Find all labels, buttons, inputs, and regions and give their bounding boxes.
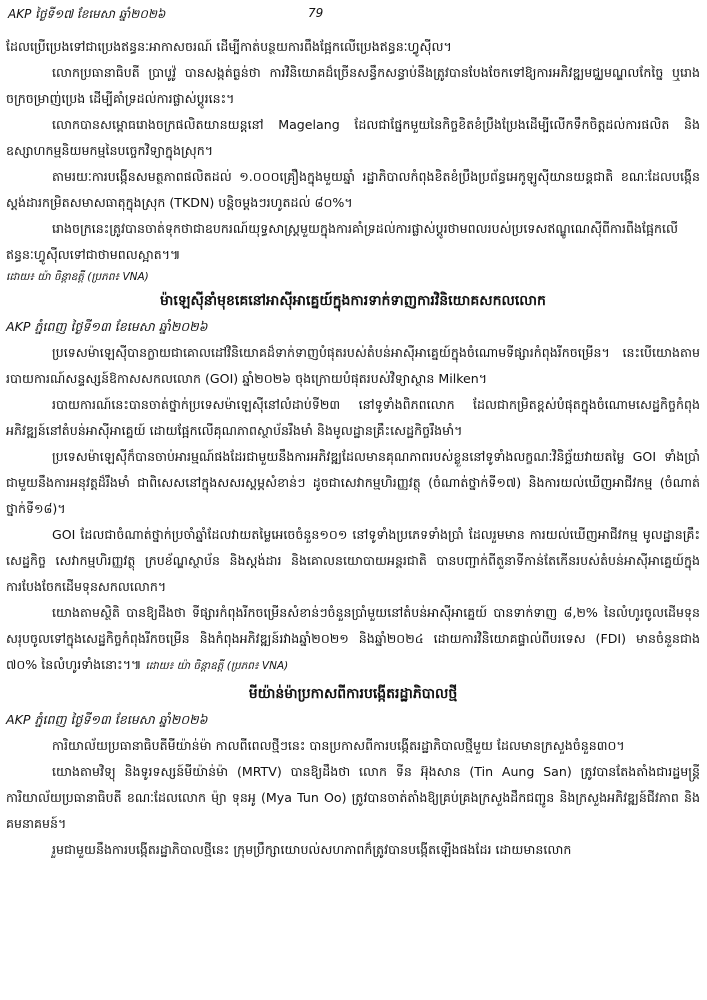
- paragraph: ប្រទេសម៉ាឡេស៊ីក៏បានចាប់អារម្មណ៍ផងដែរជាមួយនឹងការអភិវឌ្ឍដែលមានគុណភាពរបស់ខ្លួននៅទូទាំងលក្ខណៈវិនិច្ឆ័យវាយតម្លៃ GOI ទាំងប្រាំ ជាមួយនឹងការអនុវត្តដ៏រឹងមាំ ជាពិសេសនៅក្នុងសសរស្តម្ភសំខាន់ៗ ដូចជាសេវាកម្មហិរញ្ញវត្ថុ (ចំណាត់ថ្នាក់ទី១៧) និងការយល់ឃើញអាជីវកម្ម (ចំណាត់ថ្នាក់ទី១៨)។: [6, 449, 700, 516]
- article-continued: [6, 34, 700, 286]
- page-body: [6, 34, 700, 863]
- article-title: មីយ៉ាន់ម៉ាប្រកាសពីការបង្កើតរដ្ឋាភិបាលថ្មី: [248, 686, 458, 702]
- paragraph: លោកប្រធានាធិបតី ប្រាបូវ៉ូ បានសង្កត់ធ្ងន់ថា ការវិនិយោគដ៏ច្រើនសន្ធឹកសន្ធាប់នឹងត្រូវបានបែងចែកទៅឱ្យការអភិវឌ្ឍមជ្ឈមណ្ឌលកែច្នៃ ឬរោងចក្រចម្រាញ់ប្រេង ដើម្បីគាំទ្រដល់ការផ្លាស់ប្តូរនេះ។: [6, 65, 700, 106]
- paragraph: តាមរយៈការបង្កើនសមត្ថភាពផលិតដល់ ១.០០០គ្រឿងក្នុងមួយឆ្នាំ រដ្ឋាភិបាលកំពុងខិតខំប្រឹងប្រព័ន្ធអេកូឡូស៊ីយានយន្តជាតិ ខណៈដែលបង្កើនស្តង់ដារកម្រិតសមាសធាតុក្នុងស្រុក (TKDN) បន្តិចម្តងៗរហូតដល់ ៨០%។: [6, 169, 700, 210]
- paragraph-with-source: [6, 600, 700, 679]
- paragraph: GOI ដែលជាចំណាត់ថ្នាក់ប្រចាំឆ្នាំដែលវាយតម្លៃអេចេចំនួន១០១ នៅទូទាំងប្រភេទទាំងប្រាំ ដែលរួមមាន ការយល់ឃើញអាជីវកម្ម មូលដ្ឋានគ្រឹះសេដ្ឋកិច្ច សេវាកម្មហិរញ្ញវត្ថុ ក្របខ័ណ្ឌស្ថាប័ន និងស្តង់ដារ និងគោលនយោបាយអន្តរជាតិ បានបញ្ជាក់ពីតួនាទីកាន់តែកើនរបស់តំបន់អាស៊ីអាគ្នេយ៍ក្នុងការបែងចែកដើមទុនសកលលោក។: [6, 527, 700, 594]
- page-number: 79: [308, 6, 324, 20]
- article-malaysia: [6, 288, 700, 679]
- article-source: ដោយ៖ យ៉ា ចិន្តាឧត្តី (ប្រភព៖ VNA): [145, 660, 289, 672]
- paragraph: ប្រទេសម៉ាឡេស៊ីបានក្លាយជាគោលដៅវិនិយោគដ៏ទាក់ទាញបំផុតរបស់តំបន់អាស៊ីអាគ្នេយ៍ក្នុងចំណោមទីផ្សារកំពុងរីកចម្រើន។ នេះបើយោងតាមរបាយការណ៍សន្ទស្សន៍ឱកាសសកលលោក (GOI) ឆ្នាំ២០២៦ ចុងក្រោយបំផុតរបស់វិទ្យាស្ថាន Milken។: [6, 345, 700, 386]
- article-myanmar: [6, 681, 700, 863]
- paragraph: របាយការណ៍នេះបានចាត់ថ្នាក់ប្រទេសម៉ាឡេស៊ីនៅលំដាប់ទី២៣ នៅទូទាំងពិភពលោក ដែលជាកម្រិតខ្ពស់បំផុតក្នុងចំណោមសេដ្ឋកិច្ចកំពុងអភិវឌ្ឍន៍នៅតំបន់អាស៊ីអាគ្នេយ៍ ដោយផ្អែកលើគុណភាពស្ថាប័នរឹងមាំ និងមូលដ្ឋានគ្រឹះសេដ្ឋកិច្ចរឹងមាំ។: [6, 397, 700, 438]
- article-dateline: AKP ភ្នំពេញ ថ្ងៃទី១៣ ខែមេសា ឆ្នាំ២០២៦: [6, 712, 208, 727]
- article-title: ម៉ាឡេស៊ីនាំមុខគេនៅអាស៊ីអាគ្នេយ៍ក្នុងការទាក់ទាញការវិនិយោគសកលលោក: [160, 293, 546, 309]
- paragraph: រោងចក្រនេះត្រូវបានចាត់ទុកថាជាឧបករណ៍យុទ្ធសាស្ត្រមួយក្នុងការគាំទ្រដល់ការផ្លាស់ប្តូរថាមពលរបស់ប្រទេសឥណ្ឌូណេស៊ីពីការពឹងផ្អែកលើឥន្ធនៈហ្វូស៊ីលទៅជាថាមពលស្អាត។៕: [6, 221, 678, 262]
- page-header: [8, 4, 698, 26]
- paragraph: រួមជាមួយនឹងការបង្កើតរដ្ឋាភិបាលថ្មីនេះ ក្រុមប្រឹក្សាយោបល់សហភាពក៏ត្រូវបានបង្កើតឡើងផងដែរ ដោយមានលោក: [52, 842, 572, 857]
- paragraph: យោងតាមវិទ្យុ និងទូរទស្សន៍មីយ៉ាន់ម៉ា (MRTV) បានឱ្យដឹងថា លោក ទីន អ៊ុងសាន (Tin Aung San) ត្រូវបានតែងតាំងជារដ្ឋមន្ត្រីការិយាល័យប្រធានាធិបតី ខណៈដែលលោក ម៉្យា ទុនអូ (Mya Tun Oo) ត្រូវបានចាត់តាំងឱ្យគ្រប់គ្រងក្រសួងដឹកជញ្ជូន និងក្រសួងអភិវឌ្ឍន៍ជីវភាព និងគមនាគមន៍។: [6, 764, 700, 831]
- article-source: ដោយ៖ យ៉ា ចិន្តាឧត្តី (ប្រភព៖ VNA): [6, 271, 149, 283]
- article-dateline: AKP ភ្នំពេញ ថ្ងៃទី១៣ ខែមេសា ឆ្នាំ២០២៦: [6, 319, 208, 334]
- paragraph-text: យោងតាមស្ថិតិ បានឱ្យដឹងថា ទីផ្សារកំពុងរីកចម្រើនសំខាន់ៗចំនួនប្រាំមួយនៅតំបន់អាស៊ីអាគ្នេយ៍ បានទាក់ទាញ ៨,២% នៃលំហូរចូលដើមទុនសរុបចូលទៅក្នុងសេដ្ឋកិច្ចកំពុងរីកចម្រើន និងកំពុងអភិវឌ្ឍន៍រវាងឆ្នាំ២០២១ និងឆ្នាំ២០២៤ ដោយការវិនិយោគផ្ទាល់ពីបរទេស (FDI) មានចំនួនជាង ៧០% នៃលំហូរទាំងនោះ។៕: [6, 605, 700, 672]
- paragraph: លោកបានសម្ពោធរោងចក្រផលិតយានយន្តនៅ Magelang ដែលជាផ្នែកមួយនៃកិច្ចខិតខំប្រឹងប្រែងដើម្បីលើកទឹកចិត្តដល់ការផលិត និងឧស្សាហកម្មនិយមកម្មនៃបច្ចេកវិទ្យាក្នុងស្រុក។: [6, 117, 700, 158]
- paragraph: ដែលប្រើប្រេងទៅជាប្រេងឥន្ធនៈអាកាសចរណ៍ ដើម្បីកាត់បន្ថយការពឹងផ្អែកលើប្រេងឥន្ធនៈហ្វូស៊ីល។: [6, 39, 452, 54]
- paragraph: ការិយាល័យប្រធានាធិបតីមីយ៉ាន់ម៉ា កាលពីពេលថ្មីៗនេះ បានប្រកាសពីការបង្កើតរដ្ឋាភិបាលថ្មីមួយ ដែលមានក្រសួងចំនួន៣០។: [52, 738, 625, 753]
- header-dateline: AKP ថ្ងៃទី១៧ ខែមេសា ឆ្នាំ២០២៦: [8, 7, 166, 21]
